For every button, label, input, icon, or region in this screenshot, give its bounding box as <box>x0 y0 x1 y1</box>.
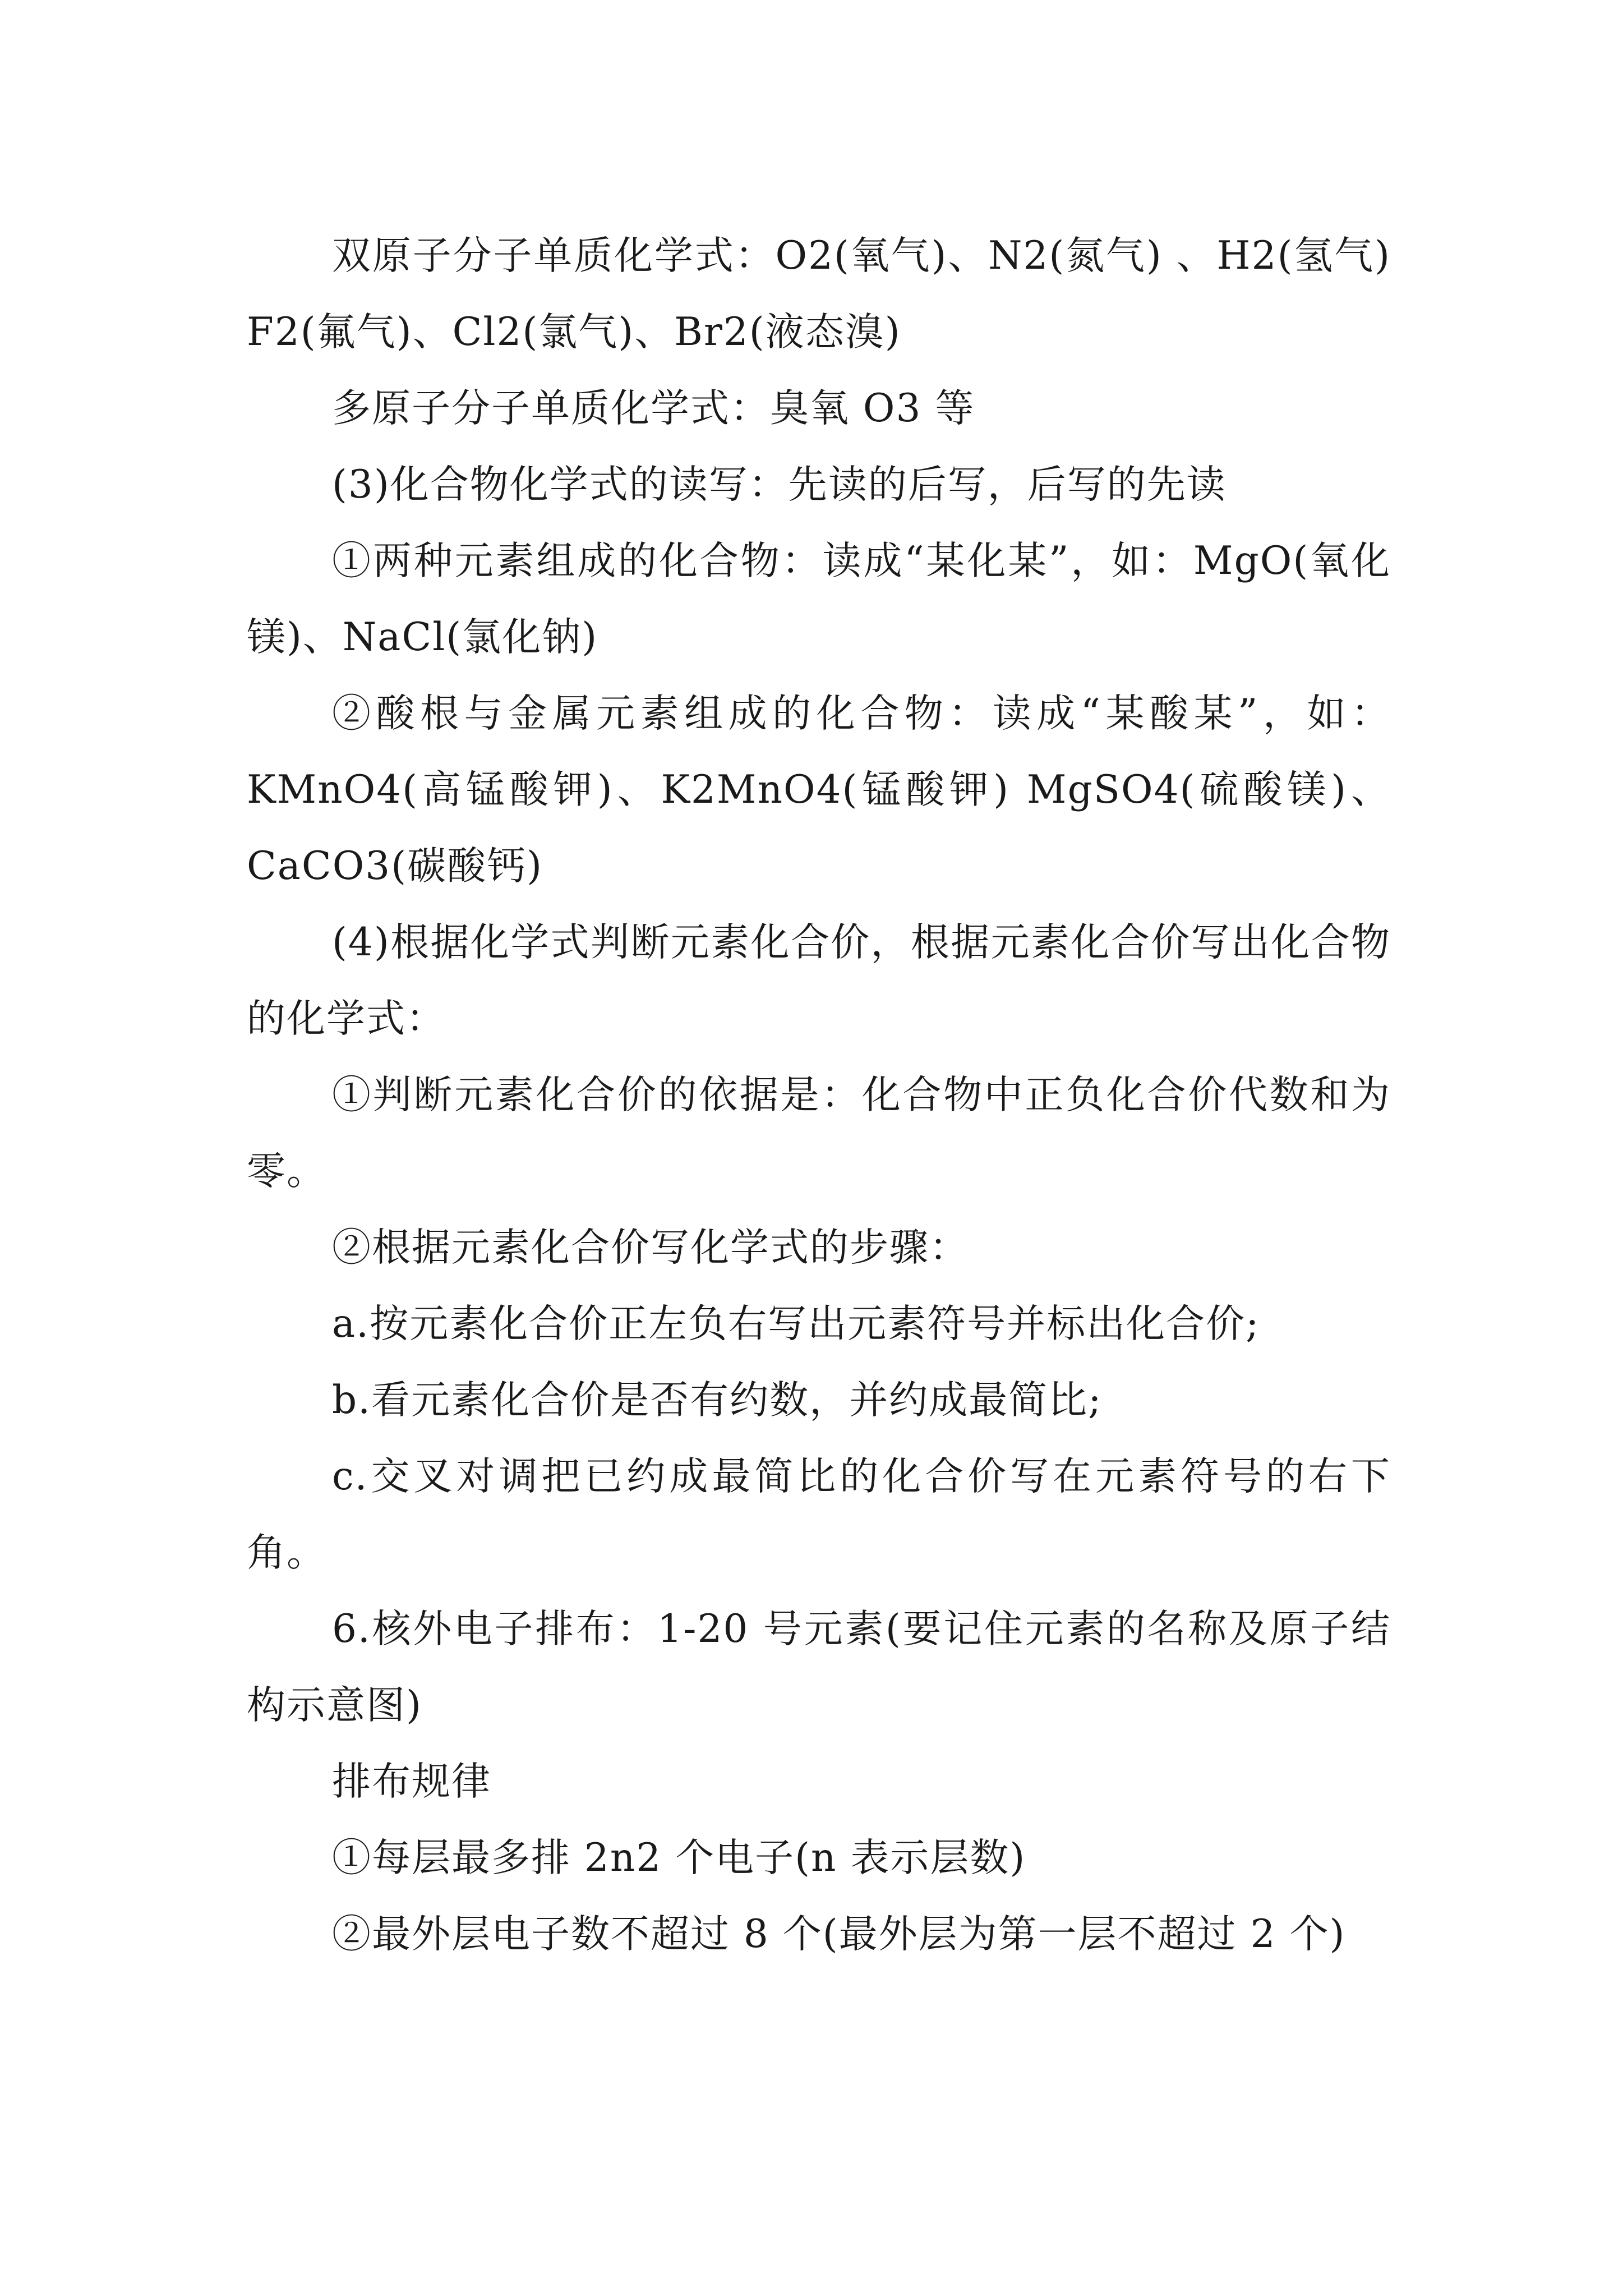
paragraph-arrangement-rules: 排布规律 <box>332 1759 491 1804</box>
paragraph-step-c: c.交叉对调把已约成最简比的化合价写在元素符号的右下角。 <box>247 1454 1391 1575</box>
document-body <box>247 218 1391 1972</box>
paragraph-valence-basis: ①判断元素化合价的依据是：化合物中正负化合价代数和为零。 <box>247 1073 1391 1194</box>
paragraph-compound-reading: (3)化合物化学式的读写：先读的后写，后写的先读 <box>332 462 1227 507</box>
paragraph-electron-config: 6.核外电子排布：1-20 号元素(要记住元素的名称及原子结构示意图) <box>247 1607 1391 1728</box>
paragraph-rule-1: ①每层最多排 2n2 个电子(n 表示层数) <box>332 1835 1026 1880</box>
paragraph-binary-compounds: ①两种元素组成的化合物：读成“某化某”，如：MgO(氧化镁)、NaCl(氯化钠) <box>247 539 1391 660</box>
paragraph-diatomic-formulas: 双原子分子单质化学式：O2(氧气)、N2(氮气) 、H2(氢气) F2(氟气)、Cl2(氯气)、Br2(液态溴) <box>247 233 1391 355</box>
paragraph-valence-heading: (4)根据化学式判断元素化合价，根据元素化合价写出化合物的化学式： <box>247 920 1391 1041</box>
paragraph-step-b: b.看元素化合价是否有约数，并约成最简比; <box>332 1378 1103 1423</box>
paragraph-acid-radical-compounds: ②酸根与金属元素组成的化合物：读成“某酸某”，如：KMnO4(高锰酸钾)、K2MnO4(锰酸钾) MgSO4(硫酸镁)、CaCO3(碳酸钙) <box>247 691 1391 889</box>
paragraph-rule-2: ②最外层电子数不超过 8 个(最外层为第一层不超过 2 个) <box>332 1912 1346 1957</box>
paragraph-polyatomic-formulas: 多原子分子单质化学式：臭氧 O3 等 <box>332 386 975 431</box>
paragraph-formula-steps: ②根据元素化合价写化学式的步骤： <box>332 1225 969 1270</box>
paragraph-step-a: a.按元素化合价正左负右写出元素符号并标出化合价; <box>332 1301 1260 1346</box>
